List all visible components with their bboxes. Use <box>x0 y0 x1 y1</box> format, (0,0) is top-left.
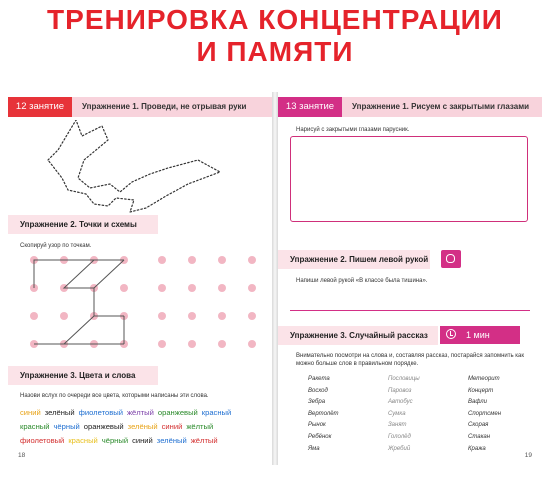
color-words-grid <box>20 406 270 448</box>
exercise-2-instructions: Скопируй узор по точкам. <box>20 243 92 249</box>
word-column-3 <box>468 374 542 455</box>
list-item: Автобус <box>388 399 413 406</box>
exercise-3-header: Упражнение 3. Случайный рассказ <box>278 326 438 345</box>
exercise-1-instructions: Нарисуй с закрытыми глазами парусник. <box>296 127 410 133</box>
exercise-3-instructions: Внимательно посмотри на слова и, составляя рассказ, постарайся запомнить как можно больше слов в правильном порядке. <box>296 353 525 367</box>
list-item: Восход <box>308 387 328 394</box>
lesson-badge-13: 13 занятие <box>278 97 342 117</box>
main-title-line-1: ТРЕНИРОВКА КОНЦЕНТРАЦИИ <box>47 4 503 35</box>
list-item: Яма <box>308 445 320 452</box>
left-page <box>8 92 272 465</box>
clock-icon <box>446 329 456 339</box>
color-word: синий <box>161 422 183 431</box>
color-word: красный <box>68 436 98 445</box>
color-word: зелёный <box>127 422 158 431</box>
word-column-1 <box>308 374 388 455</box>
list-item: Вафли <box>468 399 487 406</box>
color-word: жёлтый <box>190 436 218 445</box>
color-word: чёрный <box>101 436 129 445</box>
color-word: красный <box>20 422 50 431</box>
page-number-left: 18 <box>18 452 26 459</box>
exercise-3-instructions: Назови вслух по очереди все цвета, которыми написаны эти слова. <box>20 393 209 399</box>
color-word: жёлтый <box>186 422 214 431</box>
color-word: синий <box>132 436 153 445</box>
exercise-2-header: Упражнение 2. Точки и схемы <box>8 215 158 234</box>
color-word: зелёный <box>44 408 75 417</box>
dot-pattern-sample <box>8 92 272 372</box>
list-item: Спортсмен <box>468 410 501 417</box>
color-word: фиолетовый <box>78 408 123 417</box>
list-item: Скорая <box>468 422 489 429</box>
list-item: Занят <box>388 422 407 429</box>
color-word: синий <box>20 408 41 417</box>
exercise-3-header: Упражнение 3. Цвета и слова <box>8 366 158 385</box>
color-words-row <box>20 406 270 420</box>
exercise-2-instructions: Напиши левой рукой «В классе была тишина». <box>296 278 428 284</box>
list-item: Зебра <box>308 399 326 406</box>
list-item: Кража <box>468 445 486 452</box>
list-item: Вертолёт <box>308 410 339 417</box>
timer-label: 1 мин <box>466 330 490 340</box>
color-word: оранжевый <box>83 422 124 431</box>
word-column-2 <box>388 374 468 455</box>
writing-line[interactable] <box>290 310 530 311</box>
list-item: Ребёнок <box>308 433 332 440</box>
lesson-badge-12: 12 занятие <box>8 97 72 117</box>
color-word: оранжевый <box>157 408 198 417</box>
list-item: Стакан <box>468 433 491 440</box>
workbook-spread <box>8 92 542 465</box>
color-word: фиолетовый <box>20 436 65 445</box>
drawing-area[interactable] <box>290 136 528 222</box>
list-item: Пословицы <box>388 376 420 382</box>
exercise-2-header: Упражнение 2. Пишем левой рукой <box>278 250 430 269</box>
exercise-1-title: Упражнение 1. Проведи, не отрывая руки <box>82 102 247 111</box>
list-item: Ракета <box>308 376 330 382</box>
list-item: Метеорит <box>468 376 500 382</box>
list-item: Концерт <box>468 387 494 394</box>
right-page <box>278 92 542 465</box>
color-word: красный <box>201 408 232 417</box>
color-word: зелёный <box>156 436 187 445</box>
main-title-line-2: И ПАМЯТИ <box>196 36 354 67</box>
list-item: Гололёд <box>388 433 411 440</box>
color-words-row <box>20 420 270 434</box>
color-words-row <box>20 434 270 448</box>
color-word: жёлтый <box>126 408 154 417</box>
hand-icon <box>441 250 461 268</box>
color-word: чёрный <box>53 422 80 431</box>
list-item: Паровоз <box>388 387 412 394</box>
timer-badge <box>440 326 520 344</box>
list-item: Сумка <box>388 410 406 417</box>
list-item: Жребий <box>388 445 411 452</box>
lesson-header-13 <box>278 97 542 117</box>
exercise-1-title: Упражнение 1. Рисуем с закрытыми глазами <box>352 102 530 111</box>
page-number-right: 19 <box>524 452 532 459</box>
list-item: Рынок <box>308 422 326 429</box>
